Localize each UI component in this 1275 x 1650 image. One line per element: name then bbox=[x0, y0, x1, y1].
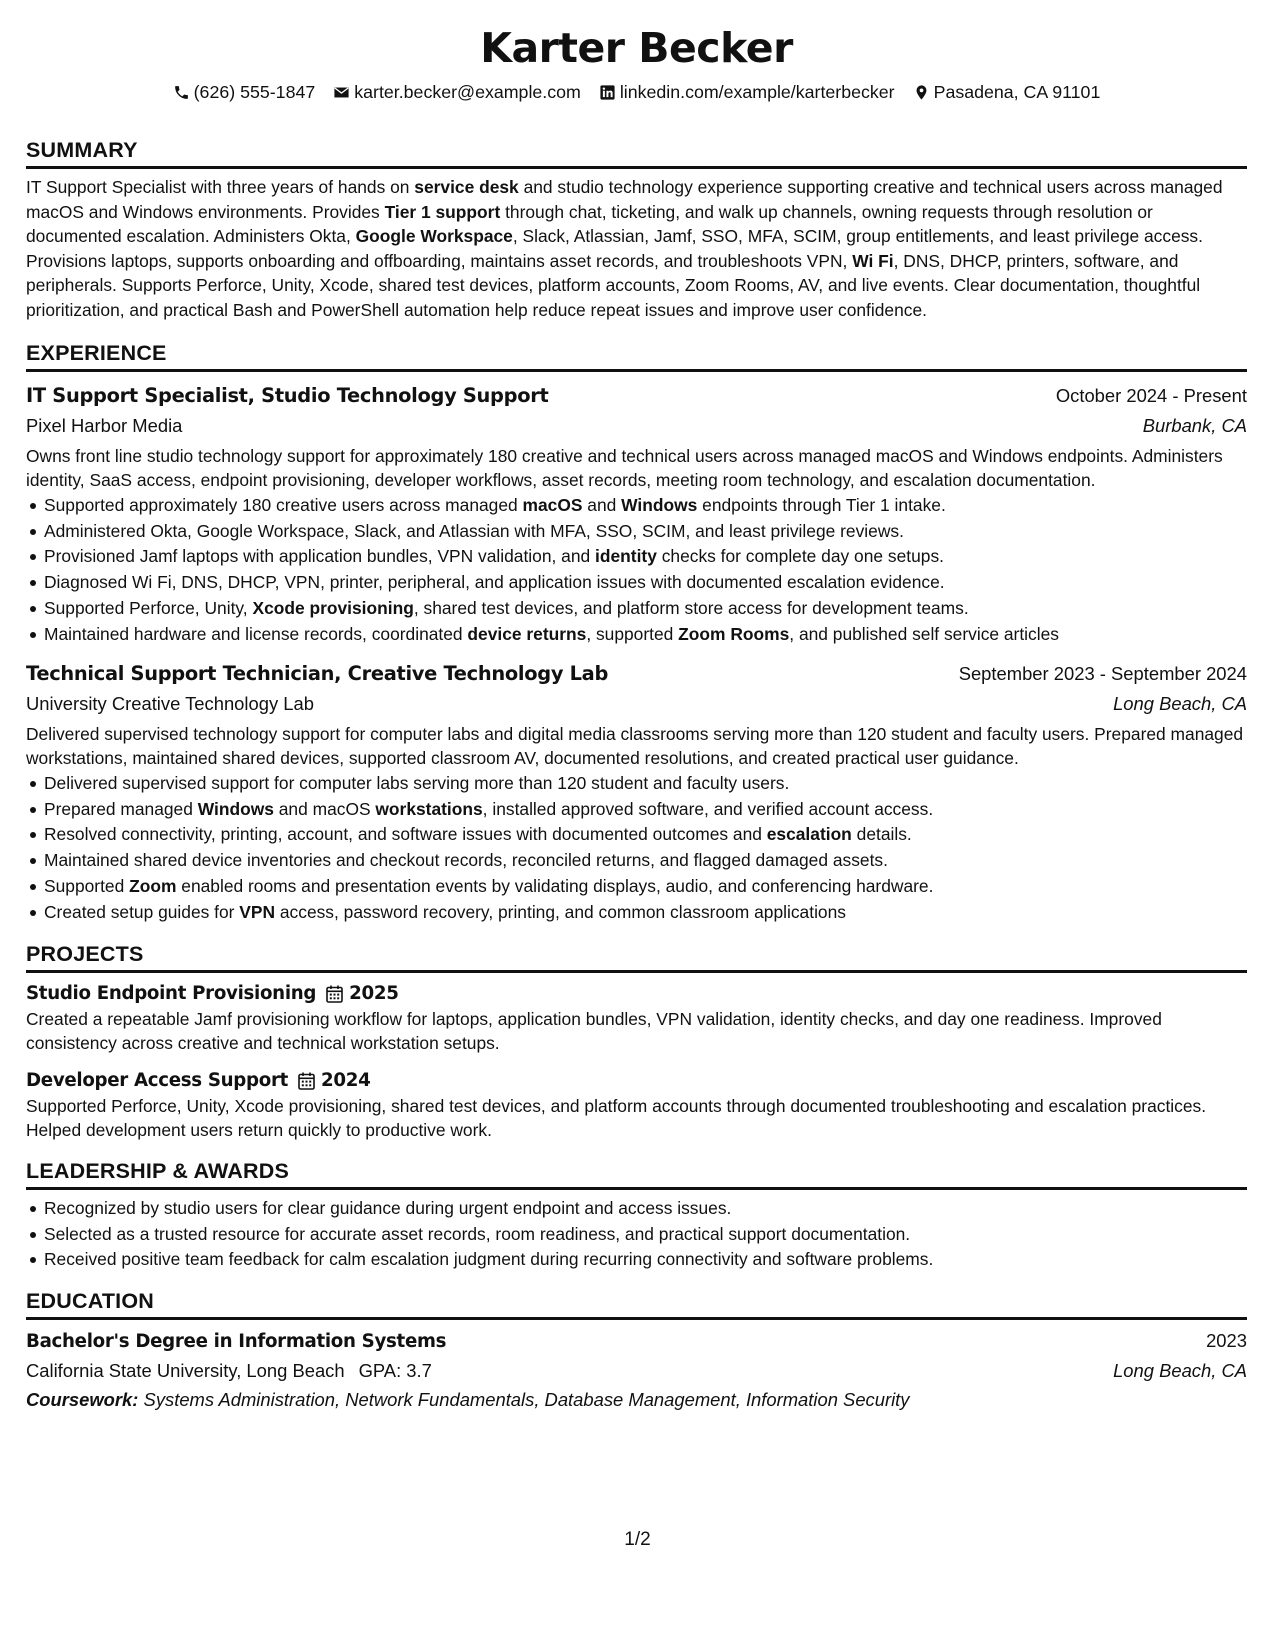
emphasis-text: Xcode provisioning bbox=[252, 597, 414, 618]
job-header bbox=[26, 380, 1247, 411]
emphasis-text: Windows bbox=[621, 494, 698, 515]
calendar-icon bbox=[326, 985, 343, 1003]
emphasis-text: escalation bbox=[766, 824, 852, 845]
page-number: 1/2 bbox=[624, 1529, 651, 1550]
contact-bar bbox=[26, 80, 1247, 104]
section-title-leadership: LEADERSHIP & AWARDS bbox=[26, 1157, 1247, 1190]
job-title: IT Support Specialist, Studio Technology Support bbox=[26, 383, 549, 407]
section-title-summary: SUMMARY bbox=[26, 136, 1247, 169]
bullet-item: Maintained shared device inventories and checkout records, reconciled returns, and flagged damaged assets. bbox=[44, 848, 1247, 874]
bullet-item: Selected as a trusted resource for accurate asset records, room readiness, and practical support documentation. bbox=[44, 1222, 1247, 1248]
emphasis-text: Google Workspace bbox=[355, 226, 513, 247]
calendar-icon bbox=[298, 1072, 315, 1090]
experience-section bbox=[26, 339, 1247, 926]
emphasis-text: workstations bbox=[375, 798, 483, 819]
job-entry bbox=[26, 380, 1247, 648]
project-year: 2025 bbox=[349, 982, 399, 1004]
emphasis-text: Wi Fi bbox=[852, 250, 894, 271]
emphasis-text: service desk bbox=[414, 177, 519, 197]
bullet-item: Recognized by studio users for clear guidance during urgent endpoint and access issues. bbox=[44, 1196, 1247, 1222]
education-entry bbox=[26, 1326, 1247, 1414]
emphasis-text: identity bbox=[595, 546, 657, 567]
emphasis-text: Zoom Rooms bbox=[678, 623, 790, 644]
emphasis-text: macOS bbox=[522, 494, 583, 515]
job-title: Technical Support Technician, Creative Technology Lab bbox=[26, 661, 609, 685]
job-company: Pixel Harbor Media bbox=[26, 414, 183, 436]
project-year: 2024 bbox=[321, 1069, 371, 1091]
contact-linkedin[interactable] bbox=[599, 80, 895, 104]
emphasis-text: VPN bbox=[239, 901, 276, 922]
job-location: Long Beach, CA bbox=[1113, 692, 1247, 714]
resume-content bbox=[26, 20, 1247, 1414]
bullet-item: Supported approximately 180 creative users across managed macOS and Windows endpoints through Tier 1 intake. bbox=[44, 493, 1247, 519]
bullet-item: Supported Zoom enabled rooms and presentation events by validating displays, audio, and conferencing hardware. bbox=[44, 874, 1247, 900]
project-name: Developer Access Support bbox=[26, 1069, 289, 1091]
emphasis-text: device returns bbox=[467, 623, 587, 644]
phone-number: (626) 555-1847 bbox=[193, 82, 316, 102]
job-bullets bbox=[26, 493, 1247, 648]
school-line bbox=[26, 1356, 432, 1385]
job-dates: September 2023 - September 2024 bbox=[958, 662, 1247, 684]
section-title-experience: EXPERIENCE bbox=[26, 339, 1247, 372]
bullet-item: Created setup guides for VPN access, password recovery, printing, and common classroom applications bbox=[44, 900, 1247, 926]
school-name: California State University, Long Beach bbox=[26, 1360, 345, 1382]
section-title-projects: PROJECTS bbox=[26, 940, 1247, 973]
job-subheader bbox=[26, 689, 1247, 718]
project-header bbox=[26, 1068, 1247, 1094]
school-location: Long Beach, CA bbox=[1113, 1360, 1247, 1382]
project-description: Supported Perforce, Unity, Xcode provisioning, shared test devices, and platform accounts through documented troubleshooting and escalation practices. Helped development users return quickly to productive work. bbox=[26, 1095, 1207, 1141]
education-subheader bbox=[26, 1356, 1247, 1385]
contact-phone bbox=[173, 80, 316, 104]
education-header bbox=[26, 1326, 1247, 1356]
project-header bbox=[26, 981, 1247, 1007]
contact-location bbox=[913, 80, 1101, 104]
graduation-year: 2023 bbox=[1206, 1330, 1247, 1352]
bullet-item: Prepared managed Windows and macOS workstations, installed approved software, and verified account access. bbox=[44, 797, 1247, 823]
bullet-item: Diagnosed Wi Fi, DNS, DHCP, VPN, printer, peripheral, and application issues with documented escalation evidence. bbox=[44, 570, 1247, 596]
project-name: Studio Endpoint Provisioning bbox=[26, 982, 317, 1004]
coursework-line bbox=[26, 1385, 1247, 1414]
job-description: Owns front line studio technology support for approximately 180 creative and technical users across managed macOS and Windows endpoints. Administers identity, SaaS access, endpoint provisioning, developer workflows, asset records, meeting room technology, and escalation documentation. bbox=[26, 445, 1223, 491]
bullet-item: Resolved connectivity, printing, account, and software issues with documented outcomes and escalation details. bbox=[44, 822, 1247, 848]
job-company: University Creative Technology Lab bbox=[26, 692, 314, 714]
leadership-bullets bbox=[26, 1196, 1247, 1273]
emphasis-text: Tier 1 support bbox=[384, 201, 501, 222]
summary-section bbox=[26, 136, 1247, 323]
section-title-education: EDUCATION bbox=[26, 1287, 1247, 1320]
linkedin-icon bbox=[599, 84, 616, 101]
job-entry bbox=[26, 658, 1247, 926]
emphasis-text: Windows bbox=[197, 798, 274, 819]
bullet-item: Provisioned Jamf laptops with application bundles, VPN validation, and identity checks for complete day one setups. bbox=[44, 544, 1247, 570]
location-text: Pasadena, CA 91101 bbox=[933, 82, 1101, 102]
project-entry bbox=[26, 981, 1247, 1056]
gpa: GPA: 3.7 bbox=[358, 1360, 432, 1382]
project-description: Created a repeatable Jamf provisioning workflow for laptops, application bundles, VPN validation, identity checks, and day one readiness. Improved consistency across creative and technical workstation setups. bbox=[26, 1008, 1162, 1054]
project-entry bbox=[26, 1068, 1247, 1143]
summary-text: IT Support Specialist with three years of hands on service desk and studio technology experience supporting creative and technical users across managed macOS and Windows environments. Provides Tier 1 support through chat, ticketing, and walk up channels, owning requests through resolution or documented escalation. Administers Okta, Google Workspace, Slack, Atlassian, Jamf, SSO, MFA, SCIM, group entitlements, and least privilege access. Provisions laptops, supports onboarding and offboarding, maintains asset records, and troubleshoots VPN, Wi Fi, DNS, DHCP, printers, software, and peripherals. Supports Perforce, Unity, Xcode, shared test devices, platform accounts, Zoom Rooms, AV, and live events. Clear documentation, thoughtful prioritization, and practical Bash and PowerShell automation help reduce repeat issues and improve user confidence. bbox=[26, 177, 1223, 320]
coursework-list: Systems Administration, Network Fundamentals, Database Management, Information Security bbox=[143, 1389, 910, 1411]
project-date bbox=[326, 981, 398, 1007]
leadership-section bbox=[26, 1157, 1247, 1273]
job-dates: October 2024 - Present bbox=[1055, 384, 1247, 406]
bullet-item: Supported Perforce, Unity, Xcode provisioning, shared test devices, and platform store access for development teams. bbox=[44, 596, 1247, 622]
bullet-item: Delivered supervised support for computer labs serving more than 120 student and faculty users. bbox=[44, 771, 1247, 797]
project-date bbox=[298, 1068, 370, 1094]
map-pin-icon bbox=[913, 84, 930, 101]
bullet-item: Maintained hardware and license records, coordinated device returns, supported Zoom Rooms, and published self service articles bbox=[44, 622, 1247, 648]
job-location: Burbank, CA bbox=[1142, 414, 1247, 436]
linkedin-url[interactable]: linkedin.com/example/karterbecker bbox=[619, 82, 895, 102]
job-description: Delivered supervised technology support for computer labs and digital media classrooms serving more than 120 student and faculty users. Prepared managed workstations, maintained shared devices, supported classroom AV, documented resolutions, and created practical user guidance. bbox=[26, 723, 1244, 769]
candidate-name: Karter Becker bbox=[480, 24, 793, 72]
bullet-item: Administered Okta, Google Workspace, Slack, and Atlassian with MFA, SSO, SCIM, and least privilege reviews. bbox=[44, 519, 1247, 545]
job-bullets bbox=[26, 771, 1247, 926]
email-address[interactable]: karter.becker@example.com bbox=[354, 82, 581, 102]
job-subheader bbox=[26, 411, 1247, 440]
degree-title: Bachelor's Degree in Information Systems bbox=[26, 1331, 447, 1353]
education-section bbox=[26, 1287, 1247, 1414]
coursework-label: Coursework: bbox=[26, 1389, 139, 1411]
projects-section bbox=[26, 940, 1247, 1143]
envelope-icon bbox=[333, 84, 350, 101]
bullet-item: Received positive team feedback for calm escalation judgment during recurring connectivity and software problems. bbox=[44, 1247, 1247, 1273]
contact-email[interactable] bbox=[333, 80, 581, 104]
job-header bbox=[26, 658, 1247, 689]
emphasis-text: Zoom bbox=[129, 875, 177, 896]
phone-icon bbox=[173, 84, 190, 101]
